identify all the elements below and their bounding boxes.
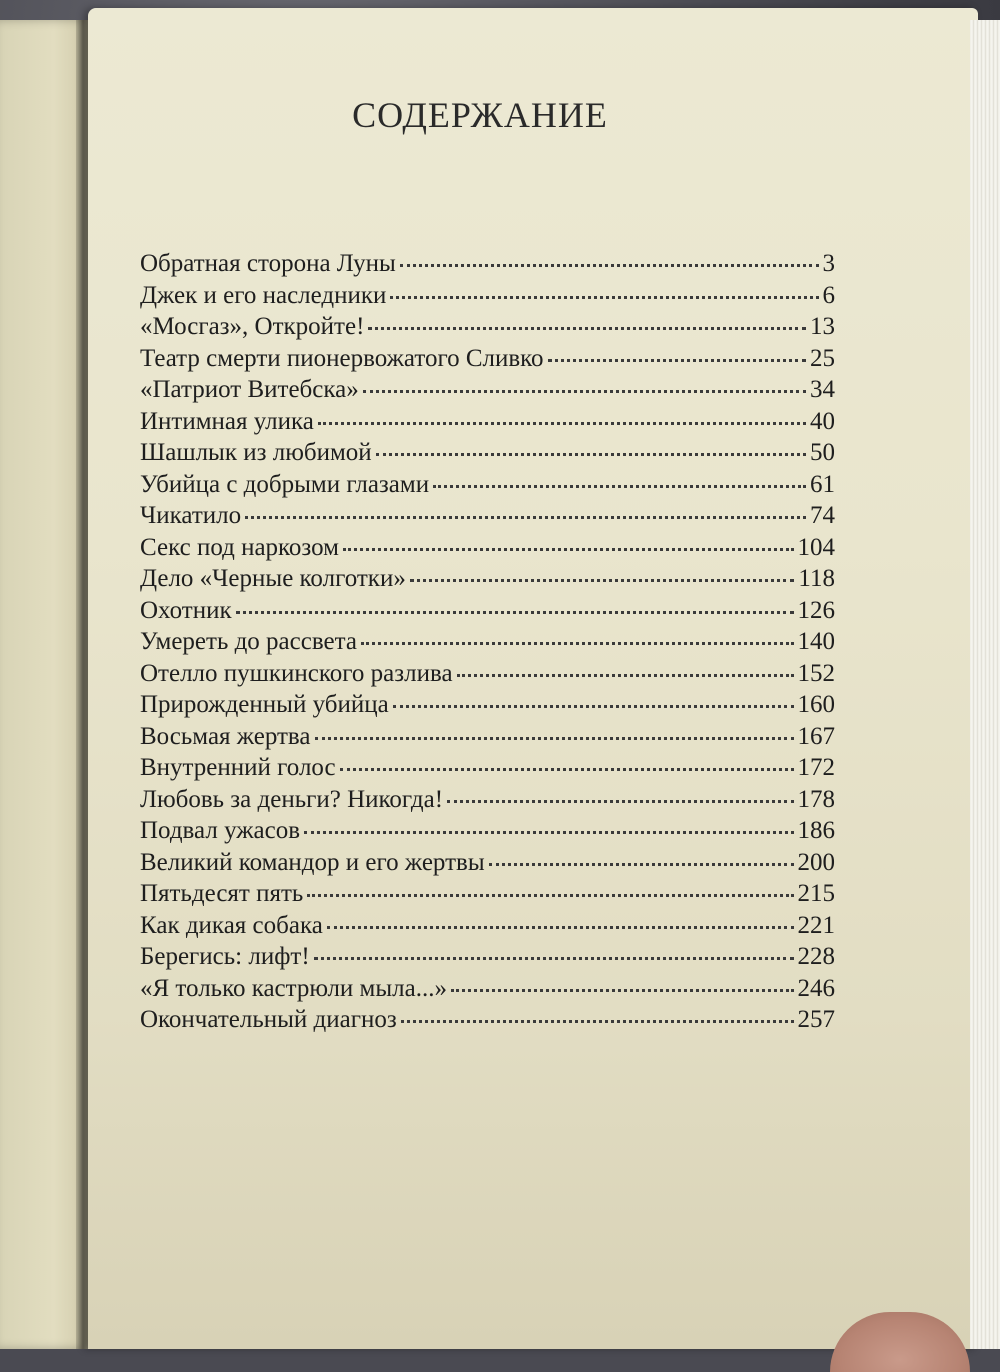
toc-entry bbox=[140, 408, 835, 442]
toc-entry-title: Великий командор и его жертвы bbox=[140, 848, 485, 876]
toc-entry-title: Умереть до рассвета bbox=[140, 628, 357, 655]
toc-entry-page: 104 bbox=[797, 533, 835, 561]
toc-entry-title: «Я только кастрюли мыла...» bbox=[140, 974, 447, 1002]
toc-entry-title: Прирожденный убийца bbox=[140, 691, 389, 718]
toc-leader-dots bbox=[447, 800, 793, 803]
toc-entry-title: Убийца с добрыми глазами bbox=[140, 470, 430, 498]
toc-leader-dots bbox=[410, 579, 795, 582]
toc-entry bbox=[140, 1006, 835, 1040]
toc-entry bbox=[140, 660, 835, 694]
toc-entry-page: 221 bbox=[797, 911, 835, 939]
toc-entry-page: 74 bbox=[810, 502, 835, 529]
toc-entry-page: 228 bbox=[797, 943, 835, 970]
toc-entry bbox=[140, 817, 835, 851]
toc-entry bbox=[140, 502, 835, 536]
toc-entry-title: Охотник bbox=[140, 596, 232, 624]
toc-entry-title: Восьмая жертва bbox=[140, 722, 311, 750]
toc-entry bbox=[140, 439, 835, 473]
toc-leader-dots bbox=[314, 957, 794, 960]
toc-leader-dots bbox=[315, 737, 794, 740]
toc-entry-page: 118 bbox=[798, 565, 835, 592]
toc-entry-title: Подвал ужасов bbox=[140, 817, 301, 844]
toc-leader-dots bbox=[393, 705, 794, 708]
toc-leader-dots bbox=[368, 327, 806, 330]
toc-entry-page: 13 bbox=[810, 313, 835, 340]
toc-entry-title: Дело «Черные колготки» bbox=[140, 565, 406, 592]
toc-entry-title: Отелло пушкинского разлива bbox=[140, 659, 453, 687]
toc-entry-title: Интимная улика bbox=[140, 407, 314, 435]
toc-entry bbox=[140, 723, 835, 757]
toc-entry bbox=[140, 786, 835, 820]
toc-entry bbox=[140, 849, 835, 883]
toc-entry-page: 186 bbox=[797, 817, 835, 844]
toc-leader-dots bbox=[327, 926, 794, 929]
toc-entry-page: 25 bbox=[810, 344, 835, 372]
toc-entry-title: «Патриот Витебска» bbox=[140, 376, 359, 403]
toc-leader-dots bbox=[304, 831, 793, 834]
toc-entry-page: 257 bbox=[797, 1006, 835, 1033]
toc-entry-title: Секс под наркозом bbox=[140, 533, 339, 561]
toc-leader-dots bbox=[390, 296, 818, 299]
toc-leader-dots bbox=[400, 264, 819, 267]
toc-leader-dots bbox=[363, 390, 806, 393]
toc-leader-dots bbox=[376, 453, 806, 456]
toc-entry bbox=[140, 912, 835, 946]
toc-entry-page: 140 bbox=[797, 628, 835, 655]
toc-entry bbox=[140, 471, 835, 505]
toc-entry-title: Пятьдесят пять bbox=[140, 880, 304, 907]
toc-entry-page: 200 bbox=[797, 848, 835, 876]
toc-leader-dots bbox=[451, 989, 794, 992]
toc-leader-dots bbox=[340, 768, 794, 771]
toc-entry-title: Любовь за деньги? Никогда! bbox=[140, 785, 444, 813]
toc-entry bbox=[140, 313, 835, 347]
toc-entry bbox=[140, 691, 835, 725]
toc-entry bbox=[140, 376, 835, 410]
toc-entry-page: 6 bbox=[822, 281, 835, 309]
toc-entry bbox=[140, 534, 835, 568]
toc-entry-title: Внутренний голос bbox=[140, 754, 336, 781]
toc-entry-page: 178 bbox=[797, 785, 835, 813]
toc-leader-dots bbox=[307, 894, 793, 897]
toc-entry-title: Чикатило bbox=[140, 502, 242, 529]
toc-entry-page: 160 bbox=[797, 691, 835, 718]
toc-leader-dots bbox=[489, 863, 794, 866]
toc-entry bbox=[140, 345, 835, 379]
toc-entry-title: Театр смерти пионервожатого Сливко bbox=[140, 344, 544, 372]
toc-entry bbox=[140, 597, 835, 631]
toc-leader-dots bbox=[343, 548, 794, 551]
toc-entry-page: 172 bbox=[797, 754, 835, 781]
toc-leader-dots bbox=[245, 516, 806, 519]
toc-leader-dots bbox=[548, 359, 806, 362]
toc-entry-title: Шашлык из любимой bbox=[140, 439, 372, 466]
toc-leader-dots bbox=[318, 422, 806, 425]
toc-entry-title: Окончательный диагноз bbox=[140, 1006, 397, 1033]
toc-entry-title: Берегись: лифт! bbox=[140, 943, 310, 970]
toc-entry-page: 152 bbox=[797, 659, 835, 687]
toc-leader-dots bbox=[457, 674, 794, 677]
toc-entry-title: Обратная сторона Луны bbox=[140, 250, 396, 277]
toc-entry-page: 3 bbox=[822, 250, 835, 277]
toc-entry-page: 40 bbox=[810, 407, 835, 435]
toc-leader-dots bbox=[361, 642, 794, 645]
toc-entry bbox=[140, 975, 835, 1009]
toc-entry-page: 34 bbox=[810, 376, 835, 403]
toc-entry bbox=[140, 628, 835, 662]
toc-entry-title: «Мосгаз», Откройте! bbox=[140, 313, 365, 340]
toc-entry-page: 246 bbox=[797, 974, 835, 1002]
toc-leader-dots bbox=[236, 611, 794, 614]
toc-entry bbox=[140, 565, 835, 599]
toc-entry-page: 215 bbox=[797, 880, 835, 907]
toc-entry-title: Джек и его наследники bbox=[140, 281, 387, 309]
toc-entry bbox=[140, 250, 835, 284]
toc-entry bbox=[140, 943, 835, 977]
page-title: СОДЕРЖАНИЕ bbox=[352, 95, 608, 135]
toc-entry bbox=[140, 754, 835, 788]
toc-entry-page: 126 bbox=[797, 596, 835, 624]
toc-entry bbox=[140, 880, 835, 914]
toc-entry bbox=[140, 282, 835, 316]
toc-entry-page: 167 bbox=[797, 722, 835, 750]
toc-leader-dots bbox=[401, 1020, 794, 1023]
toc-entry-page: 61 bbox=[810, 470, 835, 498]
toc-entry-page: 50 bbox=[810, 439, 835, 466]
toc-entry-title: Как дикая собака bbox=[140, 911, 323, 939]
toc-leader-dots bbox=[433, 485, 806, 488]
